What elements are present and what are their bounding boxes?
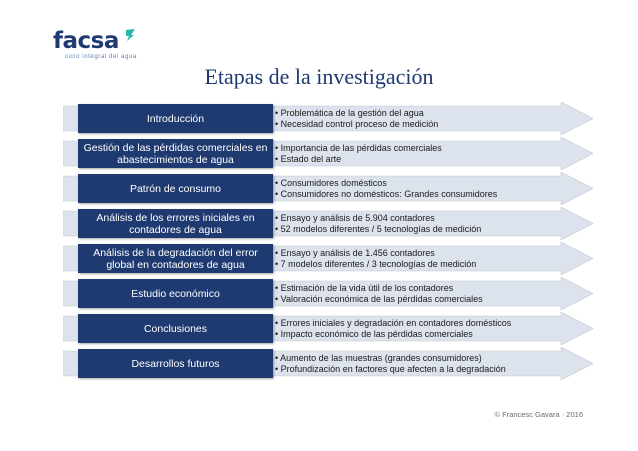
stage-bullet: • 7 modelos diferentes / 3 tecnologías de medición bbox=[275, 258, 477, 269]
stage-row bbox=[63, 172, 593, 205]
stage-bullet: • Importancia de las pérdidas comerciales bbox=[275, 142, 442, 153]
stage-label: Análisis de la degradación del error global en contadores de agua bbox=[78, 244, 273, 273]
stage-bullets bbox=[275, 174, 497, 203]
logo-tagline: ciclo integral del agua bbox=[65, 54, 137, 60]
stage-bullets bbox=[275, 139, 442, 168]
stage-label: Introducción bbox=[78, 104, 273, 133]
stage-label: Estudio económico bbox=[78, 279, 273, 308]
stage-label: Gestión de las pérdidas comerciales en abastecimientos de agua bbox=[78, 139, 273, 168]
stage-row bbox=[63, 312, 593, 345]
stage-bullet: • Valoración económica de las pérdidas comerciales bbox=[275, 293, 483, 304]
stage-bullet: • Estado del arte bbox=[275, 153, 342, 164]
stage-bullets bbox=[275, 104, 438, 133]
stage-label: Desarrollos futuros bbox=[78, 349, 273, 378]
logo-wordmark: facsa bbox=[53, 28, 119, 54]
stage-bullets bbox=[275, 209, 481, 238]
stage-bullet: • Profundización en factores que afecten a la degradación bbox=[275, 363, 506, 374]
stage-bullet: • Errores iniciales y degradación en contadores domésticos bbox=[275, 317, 512, 328]
stage-label: Análisis de los errores iniciales en contadores de agua bbox=[78, 209, 273, 238]
stage-label: Patrón de consumo bbox=[78, 174, 273, 203]
stage-row bbox=[63, 137, 593, 170]
stage-bullet: • Problemática de la gestión del agua bbox=[275, 107, 424, 118]
stage-bullets bbox=[275, 349, 506, 378]
stage-bullet: • Ensayo y análisis de 5.904 contadores bbox=[275, 212, 435, 223]
stage-row bbox=[63, 207, 593, 240]
stage-row bbox=[63, 277, 593, 310]
copyright-footer: © Francesc Gavara · 2016 bbox=[494, 410, 583, 419]
stage-bullets bbox=[275, 279, 483, 308]
stage-bullets bbox=[275, 244, 476, 273]
page-title: Etapas de la investigación bbox=[204, 64, 434, 89]
stage-bullet: • Consumidores no domésticos: Grandes consumidores bbox=[275, 188, 498, 199]
stage-row bbox=[63, 347, 593, 380]
stage-bullet: • 52 modelos diferentes / 5 tecnologías de medición bbox=[275, 223, 482, 234]
stage-bullet: • Impacto económico de las pérdidas comerciales bbox=[275, 328, 473, 339]
stage-row bbox=[63, 102, 593, 135]
stage-label: Conclusiones bbox=[78, 314, 273, 343]
facsa-logo bbox=[53, 26, 143, 66]
stage-bullet: • Ensayo y análisis de 1.456 contadores bbox=[275, 247, 435, 258]
stage-bullet: • Consumidores domésticos bbox=[275, 177, 387, 188]
stage-row bbox=[63, 242, 593, 275]
stage-bullet: • Aumento de las muestras (grandes consumidores) bbox=[275, 352, 482, 363]
stage-bullet: • Necesidad control proceso de medición bbox=[275, 118, 439, 129]
water-drop-icon bbox=[124, 28, 136, 42]
stage-bullet: • Estimación de la vida útil de los contadores bbox=[275, 282, 454, 293]
stage-bullets bbox=[275, 314, 511, 343]
